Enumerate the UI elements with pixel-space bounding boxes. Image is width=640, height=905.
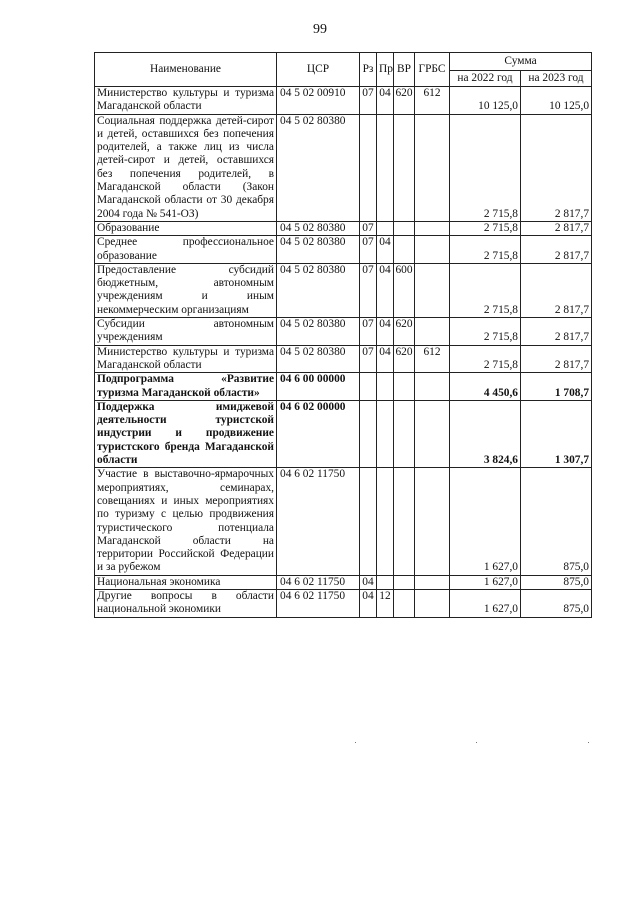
cell-name: Социальная поддержка детей-сирот и детей, оставшихся без попечения родителей, а также лиц из числа детей-сирот и детей, оставшихся без попечения родителей, в Магаданской области (Закон Магаданской области от 30 декабря 2004 года № 541-ОЗ)	[95, 114, 277, 221]
cell-pr	[377, 373, 394, 401]
cell-csr: 04 5 02 80380	[277, 236, 360, 264]
cell-vr	[394, 236, 415, 264]
cell-grbs	[415, 318, 450, 346]
cell-csr: 04 5 02 80380	[277, 263, 360, 317]
table-row	[95, 345, 592, 373]
cell-vr: 620	[394, 318, 415, 346]
table-row	[95, 87, 592, 115]
cell-vr	[394, 373, 415, 401]
table-row	[95, 236, 592, 264]
cell-name: Предоставление субсидий бюджетным, автономным учреждениям и иным некоммерческим организациям	[95, 263, 277, 317]
header-csr: ЦСР	[277, 53, 360, 87]
table-row	[95, 468, 592, 575]
cell-csr: 04 6 02 00000	[277, 400, 360, 467]
cell-pr	[377, 468, 394, 575]
cell-sum-2022: 2 715,8	[450, 114, 521, 221]
header-vr: ВР	[394, 53, 415, 87]
cell-rz: 04	[360, 575, 377, 589]
cell-rz	[360, 400, 377, 467]
cell-sum-2022: 2 715,8	[450, 221, 521, 235]
cell-sum-2023: 2 817,7	[521, 221, 592, 235]
header-grbs: ГРБС	[415, 53, 450, 87]
cell-sum-2022: 1 627,0	[450, 575, 521, 589]
cell-sum-2022: 1 627,0	[450, 589, 521, 617]
cell-rz: 07	[360, 236, 377, 264]
cell-rz	[360, 373, 377, 401]
cell-pr: 04	[377, 318, 394, 346]
cell-vr: 600	[394, 263, 415, 317]
table-row	[95, 221, 592, 235]
cell-name: Участие в выставочно-ярмарочных мероприятиях, семинарах, совещаниях и иных мероприятиях по туризму с целью продвижения туристического потенциала Магаданской области на территории Российской Федерации и за рубежом	[95, 468, 277, 575]
cell-grbs	[415, 400, 450, 467]
cell-csr: 04 5 02 80380	[277, 345, 360, 373]
cell-rz: 07	[360, 318, 377, 346]
cell-grbs	[415, 263, 450, 317]
cell-pr: 04	[377, 345, 394, 373]
cell-sum-2022: 1 627,0	[450, 468, 521, 575]
cell-rz: 04	[360, 589, 377, 617]
table-body	[95, 87, 592, 618]
cell-rz	[360, 114, 377, 221]
cell-sum-2023: 1 708,7	[521, 373, 592, 401]
cell-name: Другие вопросы в области национальной экономики	[95, 589, 277, 617]
cell-pr	[377, 114, 394, 221]
table-row	[95, 263, 592, 317]
cell-sum-2023: 875,0	[521, 589, 592, 617]
cell-rz: 07	[360, 345, 377, 373]
table-row	[95, 589, 592, 617]
cell-grbs	[415, 575, 450, 589]
cell-csr: 04 5 02 80380	[277, 221, 360, 235]
cell-name: Поддержка имиджевой деятельности туристской индустрии и продвижение туристского бренда Магаданской области	[95, 400, 277, 467]
cell-grbs: 612	[415, 345, 450, 373]
header-name: Наименование	[95, 53, 277, 87]
cell-pr	[377, 221, 394, 235]
cell-sum-2023: 2 817,7	[521, 263, 592, 317]
cell-pr: 04	[377, 236, 394, 264]
cell-rz: 07	[360, 221, 377, 235]
cell-name: Министерство культуры и туризма Магаданской области	[95, 345, 277, 373]
cell-csr: 04 5 02 80380	[277, 114, 360, 221]
cell-rz: 07	[360, 87, 377, 115]
page-number: 99	[313, 22, 327, 37]
cell-name: Образование	[95, 221, 277, 235]
cell-sum-2023: 1 307,7	[521, 400, 592, 467]
cell-csr: 04 6 02 11750	[277, 589, 360, 617]
table-row	[95, 400, 592, 467]
cell-sum-2023: 875,0	[521, 468, 592, 575]
cell-pr: 04	[377, 87, 394, 115]
cell-vr	[394, 468, 415, 575]
cell-vr	[394, 114, 415, 221]
table-header	[95, 53, 592, 87]
cell-pr	[377, 400, 394, 467]
cell-csr: 04 6 02 11750	[277, 468, 360, 575]
table-row	[95, 575, 592, 589]
cell-sum-2022: 2 715,8	[450, 263, 521, 317]
header-pr: Пр	[377, 53, 394, 87]
cell-vr	[394, 221, 415, 235]
cell-sum-2022: 10 125,0	[450, 87, 521, 115]
cell-sum-2023: 2 817,7	[521, 236, 592, 264]
cell-grbs	[415, 114, 450, 221]
table-row	[95, 318, 592, 346]
scan-marks	[0, 742, 640, 748]
cell-sum-2022: 4 450,6	[450, 373, 521, 401]
cell-grbs	[415, 373, 450, 401]
header-year-2022: на 2022 год	[450, 71, 521, 87]
cell-grbs	[415, 236, 450, 264]
cell-name: Субсидии автономным учреждениям	[95, 318, 277, 346]
cell-vr	[394, 589, 415, 617]
cell-sum-2023: 2 817,7	[521, 114, 592, 221]
cell-pr	[377, 575, 394, 589]
cell-name: Министерство культуры и туризма Магаданской области	[95, 87, 277, 115]
cell-csr: 04 6 00 00000	[277, 373, 360, 401]
cell-vr: 620	[394, 87, 415, 115]
cell-sum-2022: 3 824,6	[450, 400, 521, 467]
cell-sum-2022: 2 715,8	[450, 236, 521, 264]
cell-pr: 12	[377, 589, 394, 617]
cell-csr: 04 5 02 80380	[277, 318, 360, 346]
cell-csr: 04 6 02 11750	[277, 575, 360, 589]
header-sum: Сумма	[450, 53, 592, 71]
cell-vr	[394, 400, 415, 467]
cell-sum-2023: 875,0	[521, 575, 592, 589]
budget-table	[94, 52, 592, 618]
cell-sum-2023: 2 817,7	[521, 318, 592, 346]
cell-vr: 620	[394, 345, 415, 373]
cell-sum-2023: 10 125,0	[521, 87, 592, 115]
cell-rz	[360, 468, 377, 575]
cell-sum-2022: 2 715,8	[450, 318, 521, 346]
header-year-2023: на 2023 год	[521, 71, 592, 87]
cell-pr: 04	[377, 263, 394, 317]
cell-name: Подпрограмма «Развитие туризма Магаданской области»	[95, 373, 277, 401]
cell-grbs	[415, 468, 450, 575]
cell-vr	[394, 575, 415, 589]
cell-grbs	[415, 589, 450, 617]
header-rz: Рз	[360, 53, 377, 87]
cell-sum-2022: 2 715,8	[450, 345, 521, 373]
cell-rz: 07	[360, 263, 377, 317]
table-row	[95, 114, 592, 221]
cell-sum-2023: 2 817,7	[521, 345, 592, 373]
cell-grbs: 612	[415, 87, 450, 115]
cell-csr: 04 5 02 00910	[277, 87, 360, 115]
cell-grbs	[415, 221, 450, 235]
cell-name: Национальная экономика	[95, 575, 277, 589]
cell-name: Среднее профессиональное образование	[95, 236, 277, 264]
table-row	[95, 373, 592, 401]
